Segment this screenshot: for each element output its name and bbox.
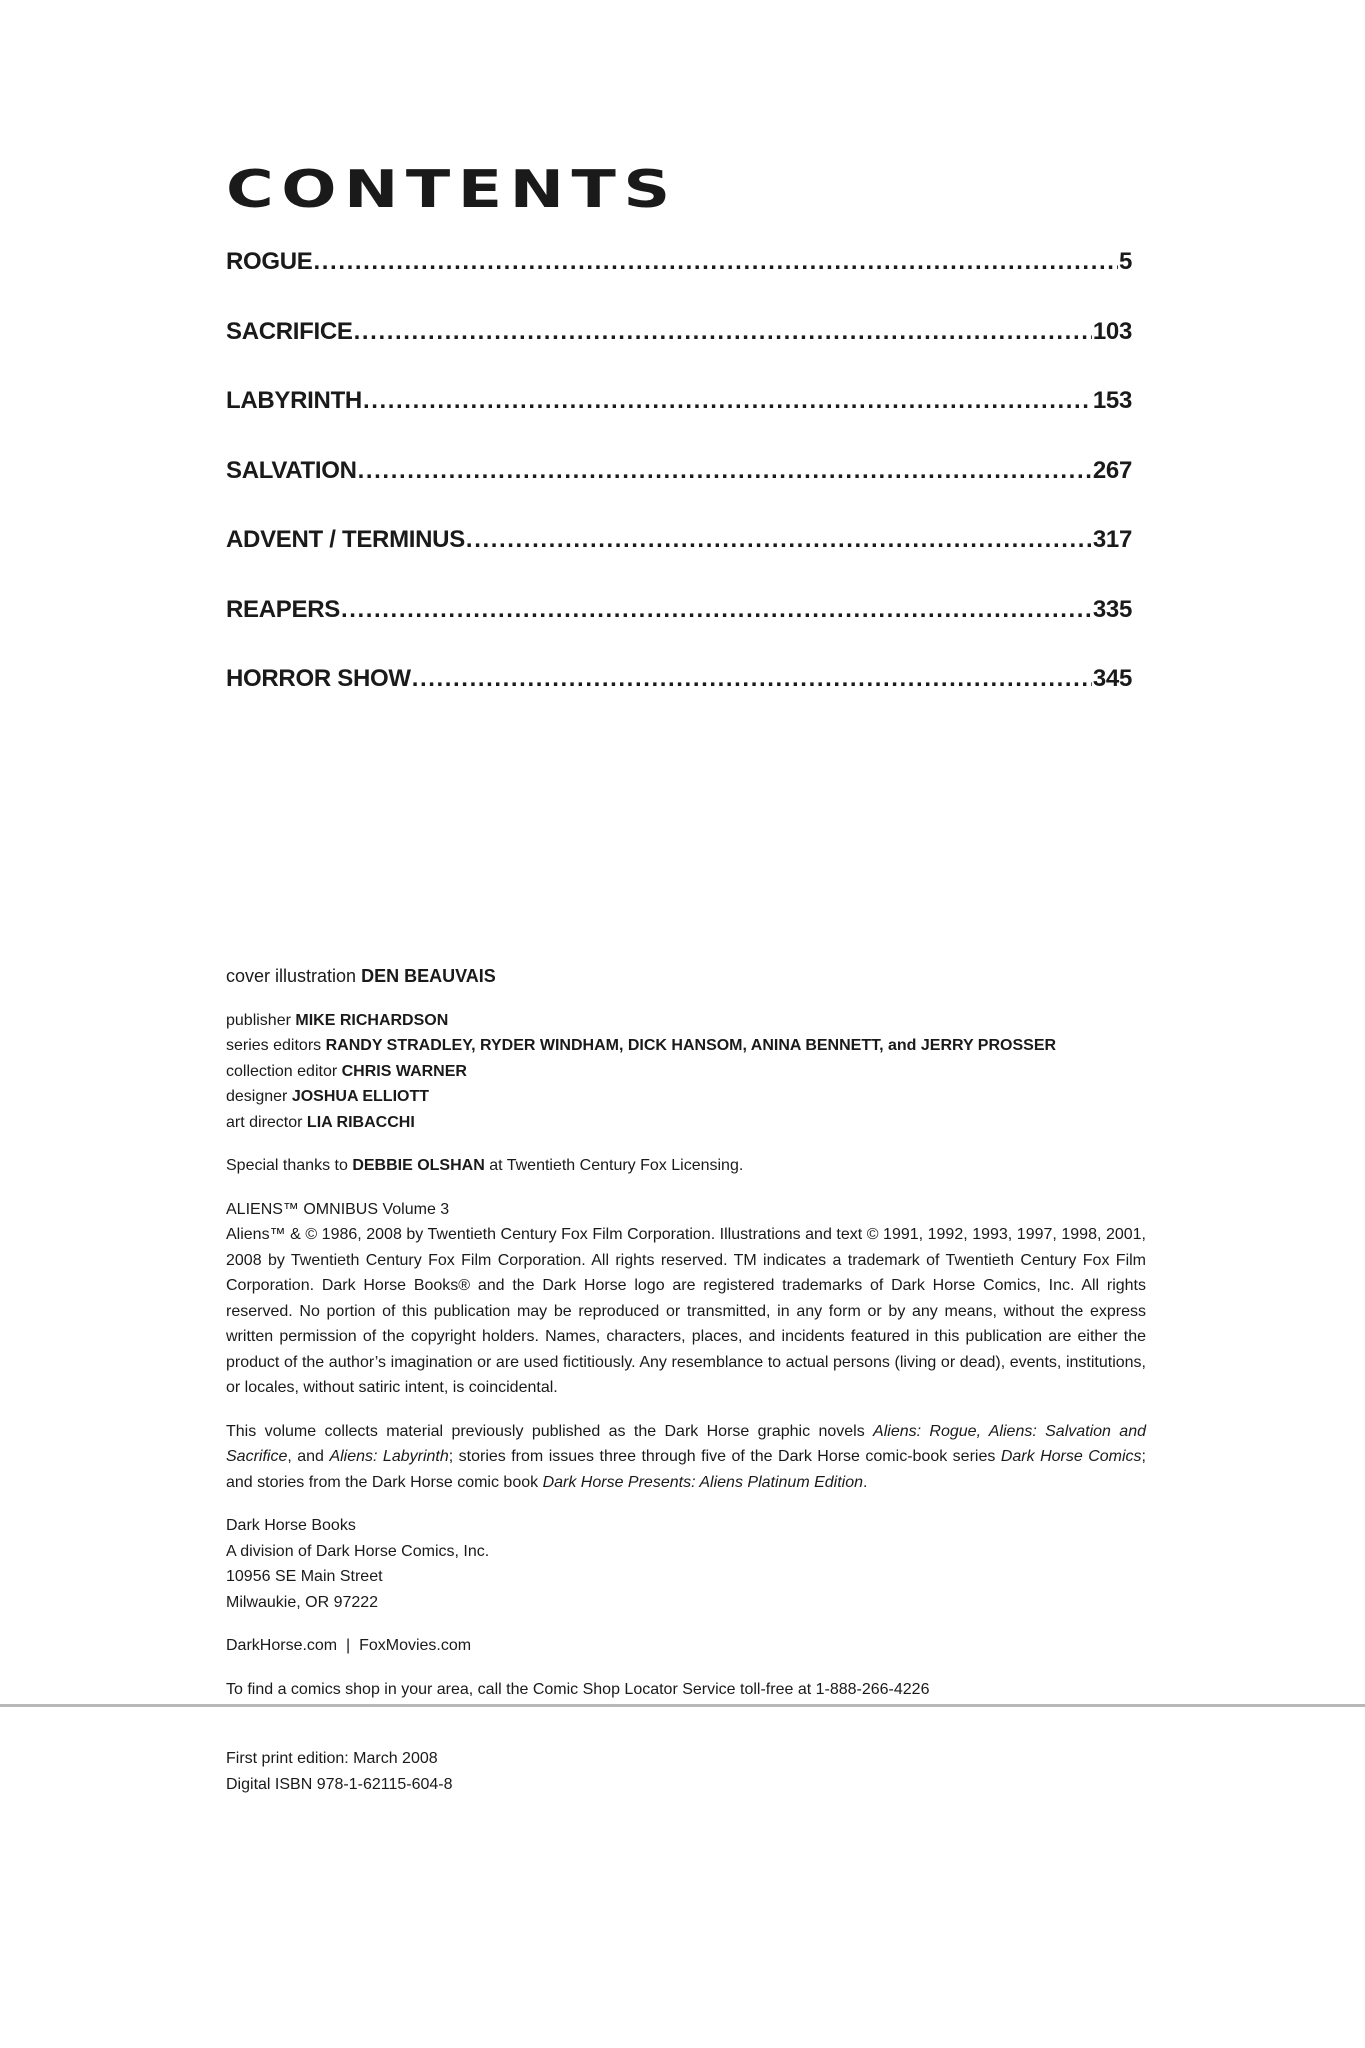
credit-name: MIKE RICHARDSON	[295, 1011, 449, 1029]
thanks-name: DEBBIE OLSHAN	[352, 1157, 485, 1174]
credit-role: art director	[226, 1113, 303, 1131]
collects-text: , and	[287, 1448, 324, 1465]
websites	[226, 1633, 1146, 1659]
thanks-prefix: Special thanks to	[226, 1157, 348, 1174]
toc-leader-dots	[354, 318, 1092, 346]
print-info	[226, 1746, 453, 1797]
table-of-contents	[226, 248, 1132, 735]
toc-entry-page: 345	[1092, 665, 1132, 692]
shop-locator-text: To find a comics shop in your area, call the Comic Shop Locator Service toll-free at 1-888-266-4226	[226, 1680, 930, 1698]
toc-leader-dots	[466, 526, 1092, 554]
toc-entry-page: 335	[1092, 595, 1132, 623]
credit-name: LIA RIBACCHI	[306, 1113, 415, 1131]
toc-entry-title: REAPERS	[226, 595, 340, 623]
collects-title: Aliens: Rogue, Aliens: Salvation and Sacrifice	[226, 1422, 1146, 1465]
credits-section	[226, 964, 1146, 1702]
toc-entry	[226, 387, 1132, 457]
credit-role: publisher	[226, 1011, 291, 1029]
collects-notice	[226, 1419, 1146, 1496]
credit-role: cover illustration	[226, 966, 357, 986]
toc-entry-page: 267	[1092, 456, 1132, 484]
credit-role: collection editor	[226, 1062, 338, 1080]
page-title: CONTENTS	[226, 160, 678, 220]
address-line: Dark Horse Books	[226, 1517, 356, 1534]
toc-entry	[226, 665, 1132, 735]
credit-role: series editors	[226, 1037, 322, 1054]
collects-title: Aliens: Labyrinth	[329, 1448, 449, 1465]
credit-name: DEN BEAUVAIS	[361, 966, 496, 986]
toc-entry-page: 153	[1092, 387, 1132, 414]
address-line: Milwaukie, OR 97222	[226, 1593, 379, 1611]
toc-leader-dots	[412, 665, 1092, 693]
toc-entry-title: LABYRINTH	[226, 387, 362, 414]
credit-name: JOSHUA ELLIOTT	[291, 1088, 430, 1105]
credit-role: designer	[226, 1088, 288, 1105]
divider	[0, 1704, 1365, 1707]
toc-entry	[226, 248, 1132, 318]
publisher-address	[226, 1513, 1146, 1615]
isbn: Digital ISBN 978-1-62115-604-8	[226, 1775, 453, 1793]
cover-credit	[226, 964, 1146, 990]
toc-entry	[226, 596, 1132, 666]
credit-line	[226, 1084, 1146, 1110]
address-line: 10956 SE Main Street	[226, 1568, 383, 1585]
print-edition: First print edition: March 2008	[226, 1750, 438, 1767]
website-separator: |	[346, 1637, 351, 1654]
toc-entry-page: 5	[1118, 248, 1132, 275]
toc-entry	[226, 457, 1132, 527]
toc-leader-dots	[358, 457, 1092, 485]
legal-title: ALIENS™ OMNIBUS Volume 3	[226, 1200, 450, 1218]
toc-entry-title: SACRIFICE	[226, 317, 353, 345]
toc-leader-dots	[341, 596, 1092, 624]
collects-text: .	[863, 1473, 868, 1491]
toc-entry	[226, 318, 1132, 388]
toc-entry-page: 317	[1092, 526, 1132, 553]
website-link[interactable]: DarkHorse.com	[226, 1637, 338, 1654]
thanks-suffix: at Twentieth Century Fox Licensing.	[489, 1157, 744, 1174]
credit-line	[226, 1008, 1146, 1034]
toc-entry-title: ADVENT / TERMINUS	[226, 526, 465, 553]
toc-entry-title: SALVATION	[226, 456, 357, 484]
collects-text: ; stories from issues three through five of the Dark Horse comic-book series	[448, 1448, 996, 1465]
toc-entry-page: 103	[1092, 317, 1132, 345]
website-link[interactable]: FoxMovies.com	[359, 1637, 472, 1654]
special-thanks	[226, 1153, 1146, 1179]
staff-credits	[226, 1008, 1146, 1136]
credit-line	[226, 1110, 1146, 1136]
collects-title: Dark Horse Presents: Aliens Platinum Edition	[542, 1473, 864, 1491]
credit-line	[226, 1059, 1146, 1085]
toc-entry-title: HORROR SHOW	[226, 665, 411, 692]
collects-title: Dark Horse Comics	[1000, 1448, 1142, 1465]
credit-line	[226, 1033, 1146, 1059]
toc-entry	[226, 526, 1132, 596]
toc-leader-dots	[314, 248, 1118, 276]
toc-leader-dots	[363, 387, 1092, 415]
legal-notice	[226, 1197, 1146, 1401]
collects-text: This volume collects material previously published as the Dark Horse graphic novels	[226, 1422, 865, 1440]
address-line: A division of Dark Horse Comics, Inc.	[226, 1542, 490, 1560]
credit-name: RANDY STRADLEY, RYDER WINDHAM, DICK HANSOM, ANINA BENNETT, and JERRY PROSSER	[325, 1037, 1057, 1054]
collects-text: ; and stories from the Dark Horse comic book	[226, 1448, 1146, 1491]
credit-name: CHRIS WARNER	[341, 1062, 467, 1080]
legal-text: Aliens™ & © 1986, 2008 by Twentieth Century Fox Film Corporation. Illustrations and text © 1991, 1992, 1993, 1997, 1998, 2001, 2008 by Twentieth Century Fox Film Corporation. All rights reserved. TM indicates a trademark of Twentieth Century Fox Film Corporation. Dark Horse Books® and the Dark Horse logo are registered trademarks of Dark Horse Comics, Inc. All rights reserved. No portion of this publication may be reproduced or transmitted, in any form or by any means, without the express written permission of the copyright holders. Names, characters, places, and incidents featured in this publication are either the product of the author’s imagination or are used fictitiously. Any resemblance to actual persons (living or dead), events, institutions, or locales, without satiric intent, is coincidental.	[226, 1226, 1146, 1396]
toc-entry-title: ROGUE	[226, 248, 313, 275]
